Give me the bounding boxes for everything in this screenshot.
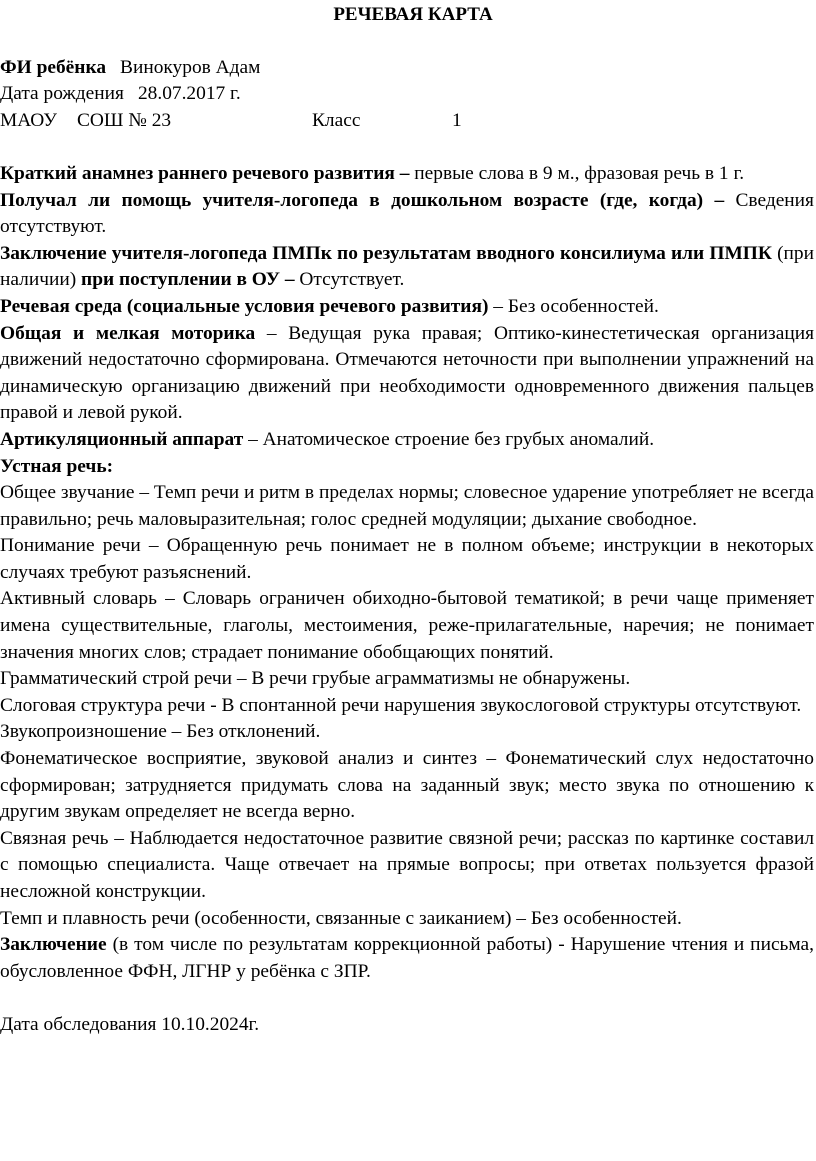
tempo-paragraph: Темп и плавность речи (особенности, связанные с заиканием) – Без особенностей. — [0, 907, 682, 929]
articulation-text: – Анатомическое строение без грубых аномалий. — [248, 428, 655, 450]
exam-date: Дата обследования 10.10.2024г. — [0, 1013, 260, 1035]
speech-env-text: – Без особенностей. — [493, 295, 659, 317]
speech-env-label: Речевая среда (социальные условия речевого развития) — [0, 295, 489, 317]
logoped-help-text: Сведения отсутствуют. — [0, 189, 814, 238]
conclusion-paragraph — [0, 932, 814, 985]
pmpk-label-2: при поступлении в ОУ – — [81, 269, 295, 291]
vocabulary-paragraph: Активный словарь – Словарь ограничен обиходно-бытовой тематикой; в речи чаще применяет имена существительные, глаголы, местоимения, реже-прилагательные, наречия; не понимает значения многих слов; страдает понимание обобщающих понятий. — [0, 588, 814, 663]
motor-text: – Ведущая рука правая; Оптико-кинестетическая организация движений недостаточно сформирована. Отмечаются неточности при выполнении упражнений на динамическую организацию движений при необходимости одновременного движения пальцев правой и левой рукой. — [0, 322, 814, 424]
birth-date-value: 28.07.2017 г. — [137, 83, 241, 105]
anamnesis-label: Краткий анамнез раннего речевого развития – — [0, 162, 410, 184]
logoped-help-label: Получал ли помощь учителя-логопеда в дошкольном возрасте (где, когда) – — [0, 189, 725, 211]
articulation-label: Артикуляционный аппарат — [0, 428, 244, 450]
child-name-label: ФИ ребёнка — [0, 56, 107, 78]
general-sound-paragraph: Общее звучание – Темп речи и ритм в пределах нормы; словесное ударение употребляет не всегда правильно; речь маловыразительная; голос средней модуляции; дыхание свободное. — [0, 482, 814, 530]
document-title: РЕЧЕВАЯ КАРТА — [333, 4, 493, 25]
school-name: СОШ № 23 — [77, 109, 172, 131]
child-name-line — [0, 55, 814, 82]
coherent-speech-paragraph: Связная речь – Наблюдается недостаточное развитие связной речи; рассказ по картинке составил с помощью специалиста. Чаще отвечает на прямые вопросы; при ответах пользуется фразой несложной конструкции. — [0, 827, 814, 902]
motor-paragraph — [0, 321, 814, 427]
class-label: Класс — [312, 109, 361, 131]
pmpk-label: Заключение учителя-логопеда ПМПк по результатам вводного консилиума или ПМПК — [0, 242, 772, 264]
pmpk-text: Отсутствует. — [299, 269, 405, 291]
motor-label: Общая и мелкая моторика — [0, 322, 256, 344]
syllable-paragraph: Слоговая структура речи - В спонтанной речи нарушения звукослоговой структуры отсутствуют. — [0, 694, 802, 716]
document-content — [0, 2, 814, 1039]
oral-speech-heading: Устная речь: — [0, 455, 114, 477]
spacer — [0, 985, 814, 1012]
phonemic-paragraph: Фонематическое восприятие, звуковой анализ и синтез – Фонематический слух недостаточно сформирован; затрудняется придумать слова на заданный звук; место звука по отношению к другим звукам определяет не всегда верно. — [0, 748, 814, 823]
child-name-value: Винокуров Адам — [120, 56, 261, 78]
pronunciation-paragraph: Звукопроизношение – Без отклонений. — [0, 721, 321, 743]
understanding-paragraph: Понимание речи – Обращенную речь понимает не в полном объеме; инструкции в некоторых случаях требуют разъяснений. — [0, 535, 814, 583]
anamnesis-paragraph — [0, 161, 814, 188]
pmpk-mid: (при наличии) — [0, 242, 814, 291]
spacer — [0, 134, 814, 161]
articulation-paragraph — [0, 427, 814, 454]
school-org: МАОУ — [0, 109, 57, 131]
logoped-help-paragraph — [0, 188, 814, 241]
anamnesis-text: первые слова в 9 м., фразовая речь в 1 г. — [414, 162, 745, 184]
class-value: 1 — [452, 109, 462, 131]
birth-date-label: Дата рождения — [0, 83, 124, 105]
school-line — [0, 108, 814, 135]
grammar-paragraph: Грамматический строй речи – В речи грубые аграмматизмы не обнаружены. — [0, 668, 631, 690]
pmpk-paragraph — [0, 241, 814, 294]
spacer — [0, 28, 814, 55]
birth-date-line — [0, 81, 814, 108]
conclusion-text: (в том числе по результатам коррекционной работы) - Нарушение чтения и письма, обусловленное ФФН, ЛГНР у ребёнка с ЗПР. — [0, 934, 814, 982]
conclusion-label: Заключение — [0, 934, 107, 956]
speech-env-paragraph — [0, 294, 814, 321]
